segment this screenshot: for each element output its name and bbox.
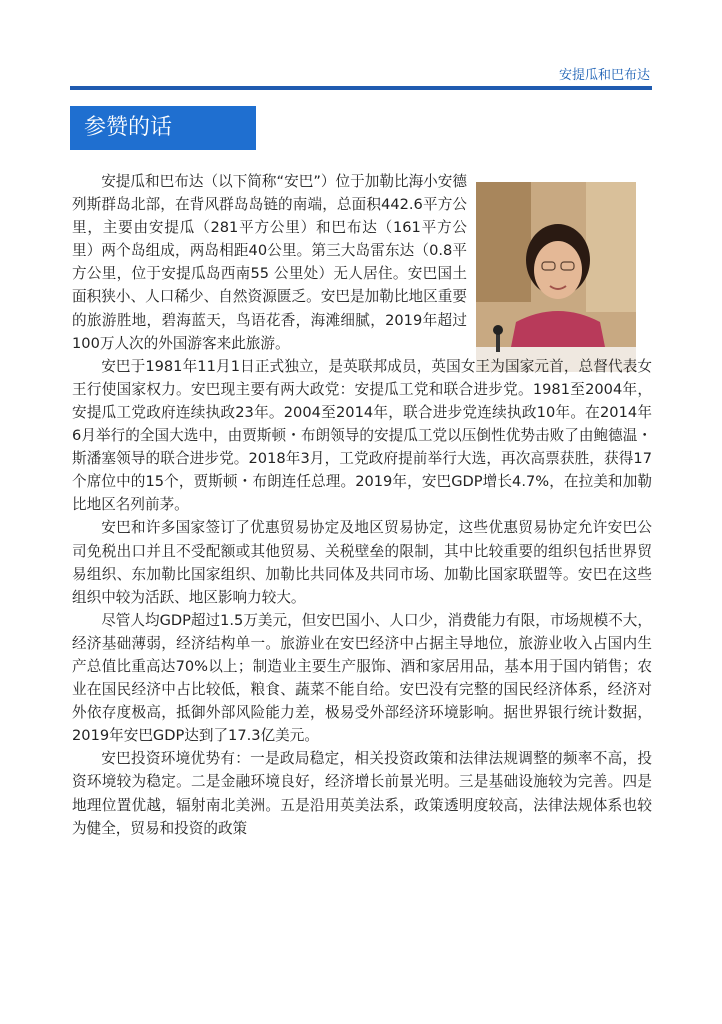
paragraph-2: 安巴于1981年11月1日正式独立，是英联邦成员，英国女王为国家元首，总督代表女王行使国家权力。安巴现主要有两大政党：安提瓜工党和联合进步党。1981至2004年，安提瓜工党政府连续执政23年。2004至2014年，联合进步党连续执政10年。在2014年6月举行的全国大选中，由贾斯顿・布朗领导的安提瓜工党以压倒性优势击败了由鲍德温・斯潘塞领导的联合进步党。2018年3月，工党政府提前举行大选，再次高票获胜，获得17个席位中的15个，贾斯顿・布朗连任总理。2019年，安巴GDP增长4.7%，在拉美和加勒比地区名列前茅。 <box>72 357 652 514</box>
header-rule <box>70 86 652 90</box>
paragraph-5: 安巴投资环境优势有：一是政局稳定，相关投资政策和法律法规调整的频率不高，投资环境较为稳定。二是金融环境良好，经济增长前景光明。三是基础设施较为完善。四是地理位置优越，辐射南北美洲。五是沿用英美法系，政策透明度较高，法律法规体系也较为健全，贸易和投资的政策 <box>72 750 652 837</box>
paragraph-3: 安巴和许多国家签订了优惠贸易协定及地区贸易协定，这些优惠贸易协定允许安巴公司免税出口并且不受配额或其他贸易、关税壁垒的限制，其中比较重要的组织包括世界贸易组织、东加勒比国家组织、加勒比共同体及共同市场、加勒比国家联盟等。安巴在这些组织中较为活跃、地区影响力较大。 <box>72 519 652 606</box>
body-text <box>72 170 652 840</box>
paragraph-4: 尽管人均GDP超过1.5万美元，但安巴国小、人口少，消费能力有限，市场规模不大，经济基础薄弱，经济结构单一。旅游业在安巴经济中占据主导地位，旅游业收入占国内生产总值比重高达70%以上；制造业主要生产服饰、酒和家居用品，基本用于国内销售；农业在国民经济中占比较低，粮食、蔬菜不能自给。安巴没有完整的国民经济体系，经济对外依存度极高，抵御外部风险能力差，极易受外部经济环境影响。据世界银行统计数据，2019年安巴GDP达到了17.3亿美元。 <box>72 611 652 745</box>
section-title: 参赞的话 <box>70 106 256 150</box>
paragraph-1: 安提瓜和巴布达（以下简称“安巴”）位于加勒比海小安德列斯群岛北部，在背风群岛岛链的南端，总面积442.6平方公里，主要由安提瓜（281平方公里）和巴布达（161平方公里）两个岛组成，两岛相距40公里。第三大岛雷东达（0.8平方公里，位于安提瓜岛西南55 公里处）无人居住。安巴国土面积狭小、人口稀少、自然资源匮乏。安巴是加勒比地区重要的旅游胜地，碧海蓝天，鸟语花香，海滩细腻，2019年超过100万人次的外国游客来此旅游。 <box>72 173 467 352</box>
running-header: 安提瓜和巴布达 <box>558 68 650 83</box>
